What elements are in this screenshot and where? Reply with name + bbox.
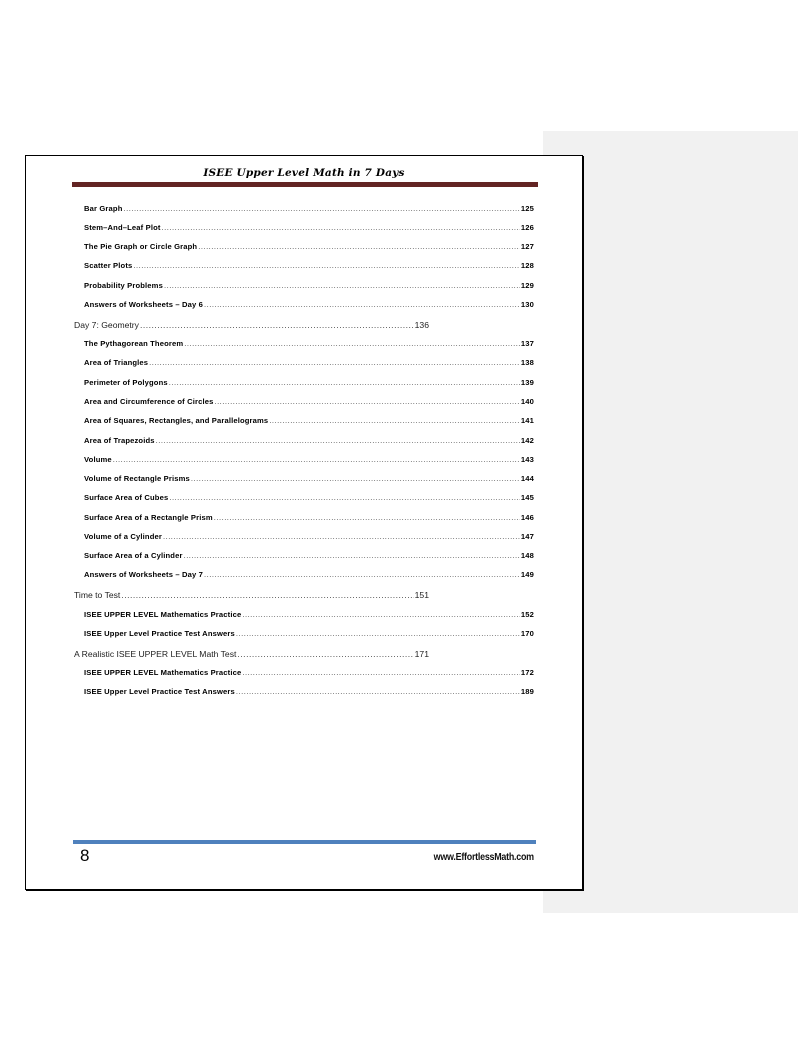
- toc-leader-dots: [156, 436, 520, 445]
- toc-entry[interactable]: [84, 436, 534, 445]
- toc-entry-page: 145: [520, 493, 534, 502]
- toc-entry-label: Perimeter of Polygons: [84, 378, 168, 387]
- toc-entry-label: Stem–And–Leaf Plot: [84, 223, 161, 232]
- toc-entry-label: Area of Trapezoids: [84, 436, 155, 445]
- toc-leader-dots: [169, 378, 520, 387]
- toc-entry-page: 127: [520, 242, 534, 251]
- toc-leader-dots: [113, 455, 520, 464]
- toc-entry-label: ISEE Upper Level Practice Test Answers: [84, 629, 235, 638]
- toc-entry-page: 126: [520, 223, 534, 232]
- toc-entry-label: Volume: [84, 455, 112, 464]
- toc-leader-dots: [242, 668, 520, 677]
- toc-entry[interactable]: [84, 378, 534, 387]
- website-url: www.EffortlessMath.com: [433, 851, 534, 863]
- toc-entry-page: 138: [520, 358, 534, 367]
- toc-entry-page: 129: [520, 281, 534, 290]
- toc-entry-label: Surface Area of Cubes: [84, 493, 169, 502]
- toc-entry-page: 140: [520, 397, 534, 406]
- toc-leader-dots: [163, 532, 520, 541]
- toc-leader-dots: [164, 281, 520, 290]
- toc-entry[interactable]: [84, 687, 534, 696]
- toc-entry[interactable]: [84, 551, 534, 560]
- toc-chapter-entry[interactable]: [74, 649, 429, 659]
- toc-entry[interactable]: [84, 242, 534, 251]
- toc-leader-dots: [191, 474, 520, 483]
- toc-leader-dots: [162, 223, 520, 232]
- toc-entry-label: Surface Area of a Cylinder: [84, 551, 183, 560]
- toc-entry[interactable]: [84, 629, 534, 638]
- toc-entry-page: 130: [520, 300, 534, 309]
- footer-rule: [73, 840, 536, 844]
- toc-entry-label: Volume of Rectangle Prisms: [84, 474, 190, 483]
- toc-entry[interactable]: [84, 204, 534, 213]
- toc-entry-label: Answers of Worksheets – Day 6: [84, 300, 204, 309]
- toc-entry[interactable]: [84, 300, 534, 309]
- toc-leader-dots: [198, 242, 520, 251]
- toc-entry[interactable]: [84, 493, 534, 502]
- toc-entry-page: 171: [414, 649, 429, 659]
- toc-leader-dots: [214, 397, 519, 406]
- toc-entry-page: 142: [520, 436, 534, 445]
- toc-entry-label: Answers of Worksheets – Day 7: [84, 570, 204, 579]
- toc-leader-dots: [124, 204, 520, 213]
- toc-leader-dots: [214, 513, 520, 522]
- toc-entry[interactable]: [84, 532, 534, 541]
- toc-entry[interactable]: [84, 416, 534, 425]
- toc-entry-page: 137: [520, 339, 534, 348]
- header-title: ISEE Upper Level Math in 7 Days: [203, 167, 405, 179]
- header-rule: [72, 182, 538, 187]
- toc-entry[interactable]: [84, 474, 534, 483]
- toc-entry-page: 152: [520, 610, 534, 619]
- toc-entry-page: 146: [520, 513, 534, 522]
- toc-entry-page: 149: [520, 570, 534, 579]
- toc-leader-dots: [184, 551, 520, 560]
- toc-entry[interactable]: [84, 610, 534, 619]
- toc-leader-dots: [140, 320, 414, 330]
- toc-entry-page: 143: [520, 455, 534, 464]
- toc-entry[interactable]: [84, 281, 534, 290]
- toc-entry-label: The Pythagorean Theorem: [84, 339, 184, 348]
- toc-entry-label: Area of Squares, Rectangles, and Parallelograms: [84, 416, 269, 425]
- toc-chapter-entry[interactable]: [74, 320, 429, 330]
- toc-entry-page: 151: [414, 590, 429, 600]
- toc-entry-label: Surface Area of a Rectangle Prism: [84, 513, 213, 522]
- document-page: [25, 155, 583, 890]
- toc-entry-label: Volume of a Cylinder: [84, 532, 162, 541]
- toc-leader-dots: [169, 493, 520, 502]
- toc-entry-label: Day 7: Geometry: [74, 320, 139, 330]
- toc-entry-label: Area of Triangles: [84, 358, 149, 367]
- toc-entry-label: Probability Problems: [84, 281, 163, 290]
- toc-entry-page: 136: [414, 320, 429, 330]
- toc-leader-dots: [149, 358, 520, 367]
- toc-leader-dots: [237, 649, 413, 659]
- toc-entry-label: Bar Graph: [84, 204, 123, 213]
- toc-leader-dots: [242, 610, 520, 619]
- toc-entry-label: Scatter Plots: [84, 261, 133, 270]
- toc-entry-label: Time to Test: [74, 590, 121, 600]
- toc-entry[interactable]: [84, 397, 534, 406]
- toc-entry-page: 172: [520, 668, 534, 677]
- toc-entry[interactable]: [84, 570, 534, 579]
- toc-entry-page: 148: [520, 551, 534, 560]
- toc-leader-dots: [204, 570, 520, 579]
- toc-entry-label: ISEE UPPER LEVEL Mathematics Practice: [84, 610, 242, 619]
- toc-leader-dots: [269, 416, 520, 425]
- toc-entry[interactable]: [84, 261, 534, 270]
- toc-entry-page: 144: [520, 474, 534, 483]
- toc-entry-label: A Realistic ISEE UPPER LEVEL Math Test: [74, 649, 237, 659]
- toc-leader-dots: [236, 629, 520, 638]
- page-number: 8: [80, 846, 90, 865]
- toc-entry-label: ISEE Upper Level Practice Test Answers: [84, 687, 235, 696]
- toc-entry-page: 189: [520, 687, 534, 696]
- toc-entry-page: 125: [520, 204, 534, 213]
- toc-leader-dots: [121, 590, 413, 600]
- toc-entry-page: 139: [520, 378, 534, 387]
- toc-entry[interactable]: [84, 339, 534, 348]
- toc-entry-page: 147: [520, 532, 534, 541]
- toc-entry[interactable]: [84, 668, 534, 677]
- toc-leader-dots: [184, 339, 520, 348]
- toc-entry-page: 128: [520, 261, 534, 270]
- toc-entry[interactable]: [84, 455, 534, 464]
- toc-entry[interactable]: [84, 513, 534, 522]
- toc-leader-dots: [236, 687, 520, 696]
- toc-entry[interactable]: [84, 358, 534, 367]
- toc-chapter-entry[interactable]: [74, 590, 429, 600]
- toc-leader-dots: [133, 261, 520, 270]
- toc-entry-label: Area and Circumference of Circles: [84, 397, 214, 406]
- toc-entry[interactable]: [84, 223, 534, 232]
- toc-entry-page: 170: [520, 629, 534, 638]
- toc-entry-label: The Pie Graph or Circle Graph: [84, 242, 198, 251]
- toc-entry-page: 141: [520, 416, 534, 425]
- toc-leader-dots: [204, 300, 520, 309]
- toc-entry-label: ISEE UPPER LEVEL Mathematics Practice: [84, 668, 242, 677]
